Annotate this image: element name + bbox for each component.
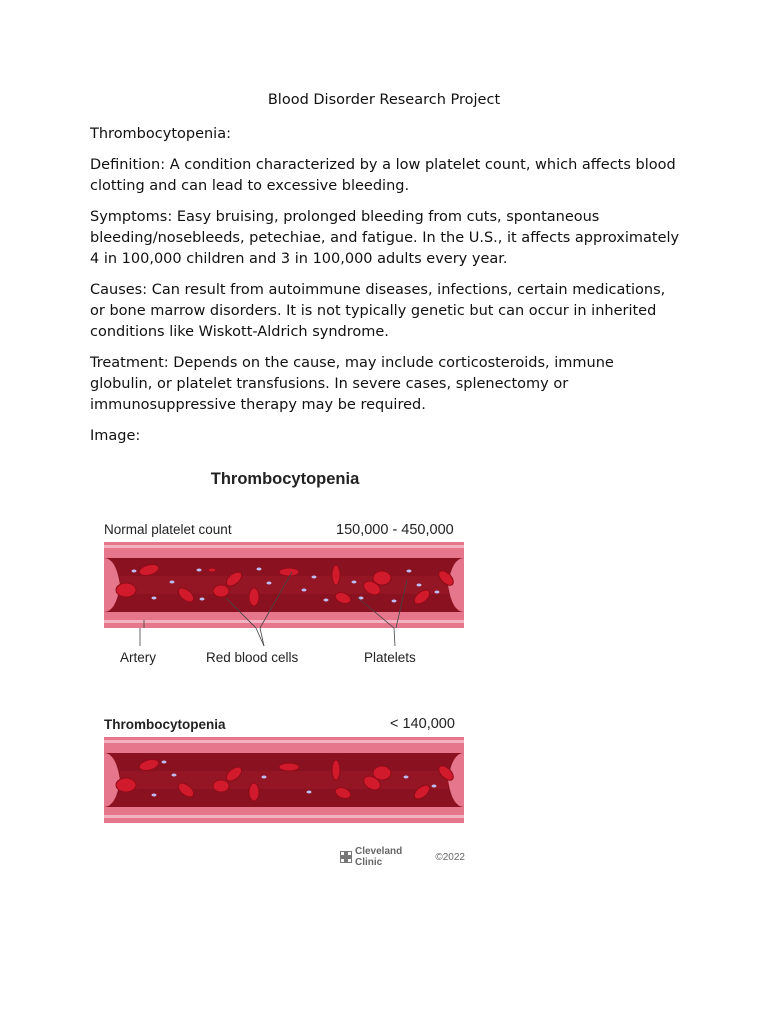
red-blood-cells-label: Red blood cells: [206, 650, 299, 665]
symptoms-paragraph: Symptoms: Easy bruising, prolonged bleeding from cuts, spontaneous bleeding/nosebleeds, petechiae, and fatigue. In the U.S., it affects approximately 4 in 100,000 children and 3 in 100,000 adults every year.: [90, 209, 680, 267]
vessel-wall-highlight: [104, 545, 464, 548]
figure-title: Thrombocytopenia: [210, 470, 360, 488]
document-title: Blood Disorder Research Project: [267, 92, 501, 108]
definition-paragraph: Definition: A condition characterized by a low platelet count, which affects blood clotting and can lead to excessive bleeding.: [90, 157, 676, 194]
normal-count-label: Normal platelet count: [104, 522, 232, 537]
image-credit: [340, 846, 465, 868]
cleveland-clinic-logo-icon: [340, 851, 352, 863]
vessel-wall-highlight: [104, 620, 464, 623]
normal-count-range: 150,000 - 450,000: [336, 522, 454, 538]
vessel-wall-highlight: [104, 740, 464, 743]
section-heading: Thrombocytopenia:: [90, 126, 231, 142]
thrombocytopenia-label: Thrombocytopenia: [104, 717, 226, 732]
image-label: Image:: [90, 428, 141, 444]
platelets-label: Platelets: [364, 650, 416, 665]
artery-label: Artery: [120, 650, 157, 665]
low-platelet-vessel-diagram: [104, 737, 464, 823]
thrombocytopenia-range: < 140,000: [390, 716, 455, 732]
credit-name: Cleveland Clinic: [355, 846, 403, 868]
thrombocytopenia-illustration: [100, 466, 470, 866]
vessel-wall-highlight: [104, 815, 464, 818]
treatment-paragraph: Treatment: Depends on the cause, may include corticosteroids, immune globulin, or platelet transfusions. In severe cases, splenectomy or immunosuppressive therapy may be required.: [90, 355, 614, 413]
normal-vessel-diagram: [104, 542, 464, 628]
credit-year: ©2022: [435, 851, 465, 863]
causes-paragraph: Causes: Can result from autoimmune diseases, infections, certain medications, or bone marrow disorders. It is not typically genetic but can occur in inherited conditions like Wiskott-Aldrich syndrome.: [90, 282, 666, 340]
leader-line-extensions: [104, 628, 464, 650]
